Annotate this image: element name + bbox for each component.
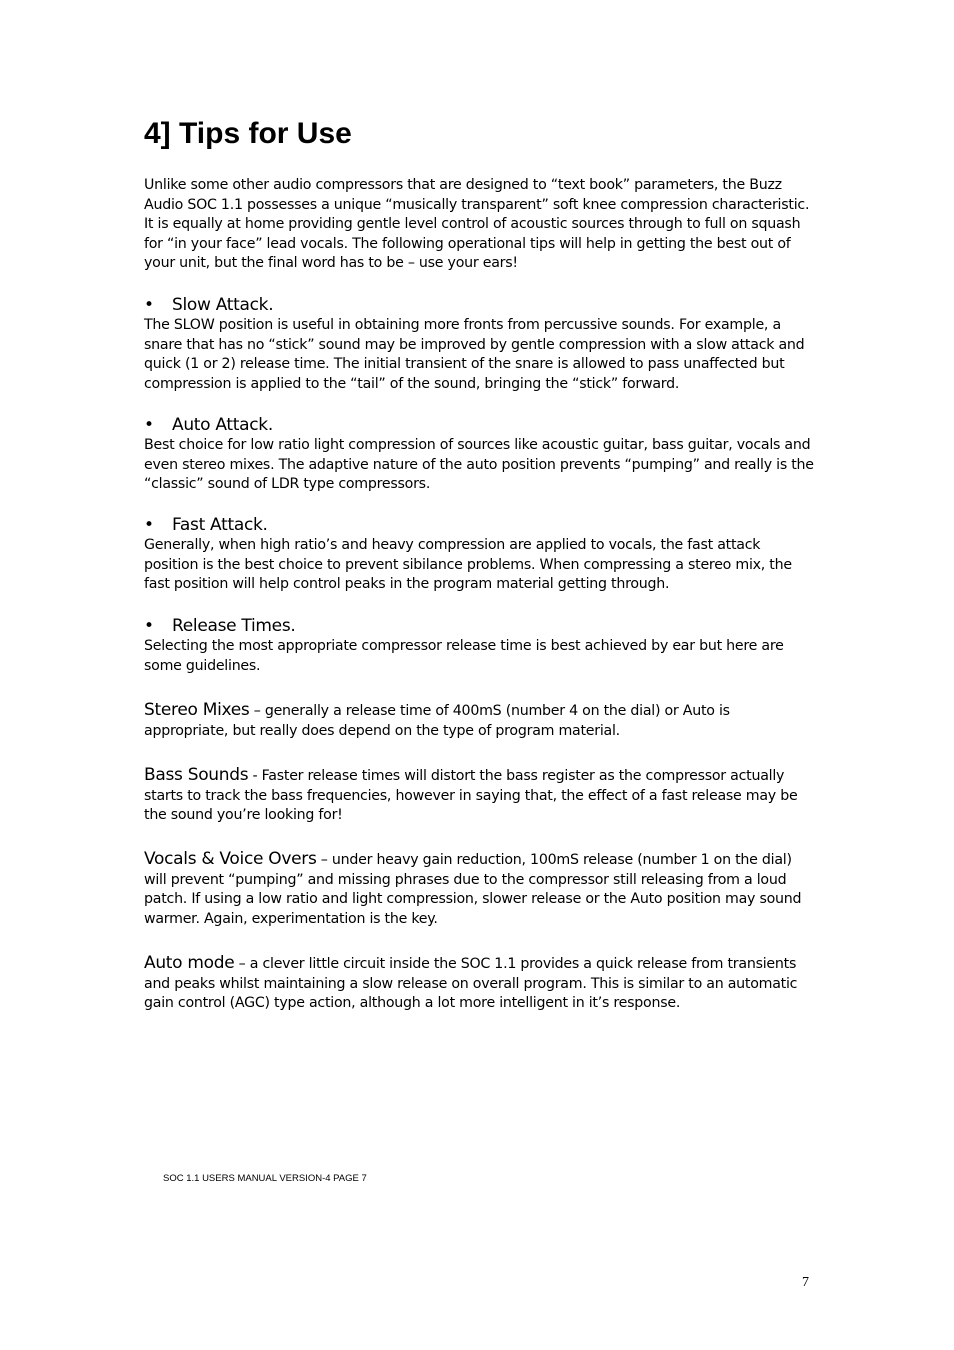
bullet-heading xyxy=(144,616,814,636)
section-fast-attack xyxy=(144,515,814,595)
release-item-lead: Auto mode xyxy=(144,953,235,973)
release-item-text: – under heavy gain reduction, 100mS release (number 1 on the dial) will prevent “pumping” and missing phrases due to the compressor still releasing from a loud patch. If using a low ratio and light compression, slower release or the Auto position may sound warmer. Again, experimentation is the key. xyxy=(144,852,802,927)
bullet-heading-text: Fast Attack. xyxy=(172,515,268,535)
release-item-lead: Vocals & Voice Overs xyxy=(144,849,317,869)
bullet-heading xyxy=(144,415,814,435)
bullet-heading-text: Release Times. xyxy=(172,616,296,636)
release-item-auto-mode xyxy=(144,954,814,1014)
page-number: 7 xyxy=(802,1275,809,1290)
bullet-heading-text: Auto Attack. xyxy=(172,415,273,435)
bullet-icon: • xyxy=(144,295,154,315)
release-item-bass-sounds xyxy=(144,766,814,826)
bullet-icon: • xyxy=(144,616,154,636)
release-item-text: - Faster release times will distort the bass register as the compressor actually starts to track the bass frequencies, however in saying that, the effect of a fast release may be the sound you’re looking for! xyxy=(144,768,798,824)
release-item-stereo-mixes xyxy=(144,701,814,741)
section-text: Generally, when high ratio’s and heavy compression are applied to vocals, the fast attack position is the best choice to prevent sibilance problems. When compressing a stereo mix, the fast position will help control peaks in the program material getting through. xyxy=(144,537,792,593)
bullet-icon: • xyxy=(144,515,154,535)
bullet-heading xyxy=(144,295,814,315)
release-item-text: – generally a release time of 400mS (number 4 on the dial) or Auto is appropriate, but really does depend on the type of program material. xyxy=(144,703,730,739)
intro-paragraph: Unlike some other audio compressors that are designed to “text book” parameters, the Buzz Audio SOC 1.1 possesses a unique “musically transparent” soft knee compression characteristic. It is equally at home providing gentle level control of acoustic sources through to full on squash for “in your face” lead vocals. The following operational tips will help in getting the best out of your unit, but the final word has to be – use your ears! xyxy=(144,177,810,272)
release-item-lead: Bass Sounds xyxy=(144,765,249,785)
page-title: 4] Tips for Use xyxy=(144,117,352,150)
section-auto-attack xyxy=(144,415,814,495)
release-item-vocals xyxy=(144,850,814,929)
section-text: Selecting the most appropriate compressor release time is best achieved by ear but here are some guidelines. xyxy=(144,638,784,674)
release-item-text: – a clever little circuit inside the SOC 1.1 provides a quick release from transients and peaks whilst maintaining a slow release on overall program. This is similar to an automatic gain control (AGC) type action, although a lot more intelligent in it’s response. xyxy=(144,956,798,1012)
footer: SOC 1.1 USERS MANUAL VERSION-4 PAGE 7 xyxy=(163,1173,367,1184)
bullet-heading xyxy=(144,515,814,535)
release-item-lead: Stereo Mixes xyxy=(144,700,250,720)
section-release-times xyxy=(144,616,814,676)
section-text: The SLOW position is useful in obtaining more fronts from percussive sounds. For example, a snare that has no “stick” sound may be improved by gentle compression with a slow attack and quick (1 or 2) release time. The initial transient of the snare is allowed to pass unaffected but compression is applied to the “tail” of the sound, bringing the “stick” forward. xyxy=(144,317,805,392)
section-text: Best choice for low ratio light compression of sources like acoustic guitar, bass guitar, vocals and even stereo mixes. The adaptive nature of the auto position prevents “pumping” and really is the “classic” sound of LDR type compressors. xyxy=(144,437,814,493)
bullet-icon: • xyxy=(144,415,154,435)
section-slow-attack xyxy=(144,295,814,394)
bullet-heading-text: Slow Attack. xyxy=(172,295,274,315)
